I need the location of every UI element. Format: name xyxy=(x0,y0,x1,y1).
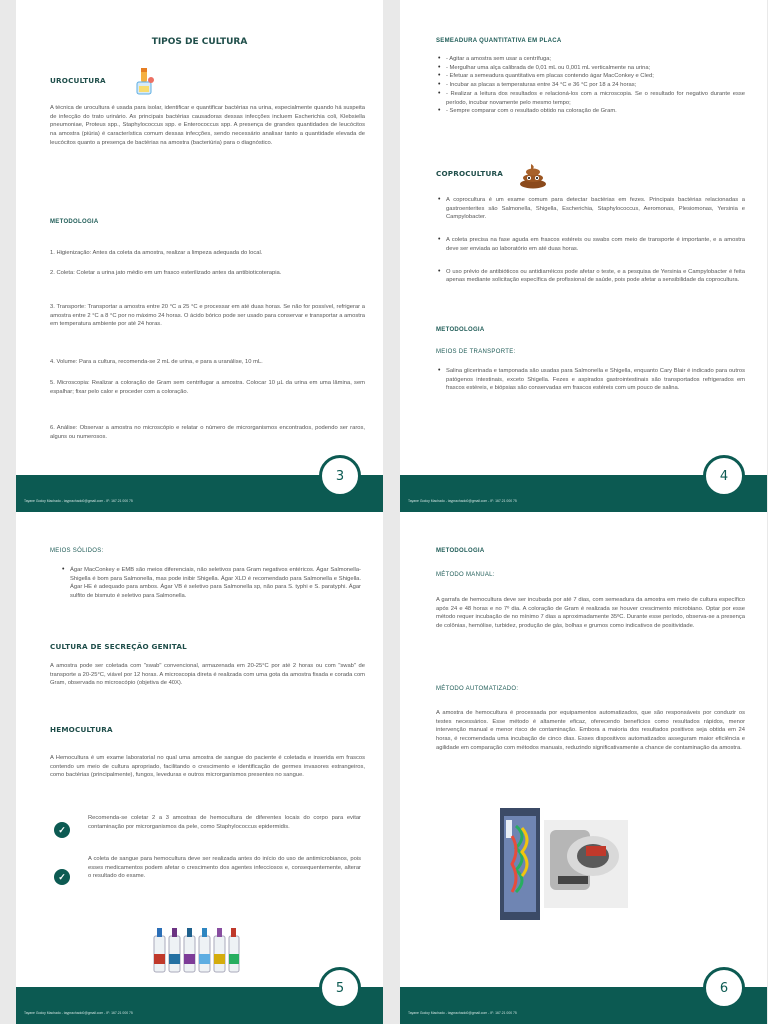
automated-analyzer xyxy=(498,806,630,922)
list-item: • - Agitar a amostra sem usar a centrífuga; xyxy=(438,55,745,64)
coprocultura-list xyxy=(438,196,745,285)
checkmark-icon: ✓ xyxy=(54,822,70,838)
list-item: • - Realizar a leitura dos resultados e relacioná-los com a microscopia. Se o resultado for negativo durante esse período, incubar novamente pelo mesmo tempo; xyxy=(438,90,745,107)
footer-text: Tayane Godoy Machado - tayprachado0@gmail.com - IF: 167.21 000 75 xyxy=(24,499,133,503)
page-4 xyxy=(400,0,767,512)
metodologia-heading: METODOLOGIA xyxy=(50,219,99,225)
blood-culture-bottles xyxy=(151,920,241,976)
genital-culture-text: A amostra pode ser coletada com "swab" convencional, armazenada em 20-25°C por até 2 horas ou com "swab" de transporte a 20-25°C, viável por 12 horas. A microscopia direta é realizada com uma gota da amostra fixada e corada com Gram, observada no microscópio (objetiva de 40X). xyxy=(50,663,365,687)
manual-method-text: A garrafa de hemocultura deve ser incubada por até 7 dias, com semeadura da amostra em meio de cultura específico após 24 e 48 horas e no 7º dia. A coloração de Gram é realizada se houver crescimento microbiano. Optar por esse método requer incubação de no mínimo 7 dias a aproximadamente 35ºC. Durante esse período, observa-se a presença de colônias, hemólise, turbidez, produção de gás, bolhas e grumos como indicativos de positividade. xyxy=(436,597,745,630)
step-1: 1. Higienização: Antes da coleta da amostra, realizar a limpeza adequada do local. xyxy=(50,250,263,256)
list-item: • Ágar MacConkey e EMB são meios diferenciais, não seletivos para Gram negativos entéricos. Ágar Salmonella-Shigella é bom para Salmonella, mas pode inibir Shigella. Ágar XLD é recomendado para Salmonella e Shigella. Ágar HE é adequado para ambos. Ágar VB é seletivo para Salmonella sp, não para S. typhi e S. paratyphi. Ágar sulfito de bismuto é seletivo para Salmonella. xyxy=(62,566,361,601)
manual-method-heading: MÉTODO MANUAL: xyxy=(436,572,495,578)
automated-method-text: A amostra de hemocultura é processada por equipamentos automatizados, que são responsáveis por conduzir os testes necessários. Esse método é altamente eficaz, oferecendo benefícios como resultados rápidos, menor intervenção manual e menor risco de contaminação. Embora a maioria dos resultados positivos seja obtida em 24 horas, é recomendada uma incubação de cinco dias. Esses dispositivos automatizados asseguram maior eficiência e agilidade em comparação com métodos manuais, reduzindo significativamente a chance de contaminação da amostra. xyxy=(436,710,745,751)
footer-text: Tayane Godoy Machado - tayprachado0@gmail.com - IF: 167.21 000 75 xyxy=(408,1011,517,1015)
footer-text: Tayane Godoy Machado - tayprachado0@gmail.com - IF: 167.21 000 75 xyxy=(24,1011,133,1015)
checkmark-icon: ✓ xyxy=(54,869,70,885)
hemocultura-intro: A Hemocultura é um exame laboratorial no qual uma amostra de sangue do paciente é coletada e inserida em frascos contendo um meio de cultura apropriado, facilitando o crescimento e identificação de germes invasores estrangeiros, como bactérias (principalmente), fungos, leveduras e outros microrganismos presentes no sangue. xyxy=(50,755,365,779)
page-6 xyxy=(400,512,767,1024)
page-number: 6 xyxy=(703,967,745,1009)
list-item: • A coleta precisa na fase aguda em frascos estéreis ou swabs com meio de transporte é importante, e a amostra deve ser enviada ao laboratório em até duas horas. xyxy=(438,236,745,253)
metodologia-heading: METODOLOGIA xyxy=(436,548,485,554)
solid-media-heading: MEIOS SÓLIDOS: xyxy=(50,548,104,554)
list-item: • - Sempre comparar com o resultado obtido na coloração de Gram. xyxy=(438,107,745,116)
footer-text: Tayane Godoy Machado - tayprachado0@gmail.com - IF: 167.21 000 75 xyxy=(408,499,517,503)
transport-list xyxy=(438,367,745,393)
list-item: • - Incubar as placas a temperaturas entre 34 °C e 36 °C por 18 a 24 horas; xyxy=(438,81,745,90)
list-item: • A coprocultura é um exame comum para detectar bactérias em fezes. Principais bactérias relacionadas a gastroenterites são Salmonella, Shigella, Escherichia, Staphylococcus, Aeromonas, Plesiomonas, Yersinia e Campylobacter. xyxy=(438,196,745,222)
check-item-2: A coleta de sangue para hemocultura deve ser realizada antes do início do uso de antimicrobianos, pois esses medicamentos podem afetar o crescimento dos agentes infecciosos e, consequentemente, alterar o resultado do exame. xyxy=(88,856,361,880)
metodologia-heading: METODOLOGIA xyxy=(436,327,485,333)
step-4: 4. Volume: Para a cultura, recomenda-se 2 mL de urina, e para a uranálise, 10 mL. xyxy=(50,359,263,365)
list-item: • - Efetuar a semeadura quantitativa em placas contendo ágar MacConkey e Cled; xyxy=(438,72,745,81)
genital-culture-title: CULTURA DE SECREÇÃO GENITAL xyxy=(50,642,187,651)
poop-icon xyxy=(518,161,548,189)
page-5 xyxy=(16,512,383,1024)
semeadura-heading: SEMEADURA QUANTITATIVA EM PLACA xyxy=(436,38,562,44)
solid-media-list xyxy=(62,566,361,601)
page-number: 5 xyxy=(319,967,361,1009)
hemocultura-title: HEMOCULTURA xyxy=(50,725,113,734)
automated-method-heading: MÉTODO AUTOMATIZADO: xyxy=(436,686,519,692)
urine-test-icon xyxy=(134,66,156,96)
step-5: 5. Microscopia: Realizar a coloração de Gram sem centrifugar a amostra. Colocar 10 µL da urina em uma lâmina, sem espalhar; fixar pelo calor e proceder com a coloração. xyxy=(50,380,365,395)
page-number: 3 xyxy=(319,455,361,497)
step-3: 3. Transporte: Transportar a amostra entre 20 °C a 25 °C e processar em até duas horas. Se não for possível, refrigerar a amostra entre 2 °C a 8 °C por no máximo 24 horas. O ácido bórico pode ser usado para conservar e transportar a amostra em temperatura ambiente por até 24 horas. xyxy=(50,304,365,328)
step-6: 6. Análise: Observar a amostra no microscópio e relatar o número de microrganismos encontrados, podendo ser raros, alguns ou numerosos. xyxy=(50,425,365,440)
urocultura-title: UROCULTURA xyxy=(50,76,106,85)
check-item-1: Recomenda-se coletar 2 a 3 amostras de hemocultura de diferentes locais do corpo para evitar contaminação por microrganismos da pele, como Staphylococcus epidermidis. xyxy=(88,815,361,830)
list-item: • O uso prévio de antibióticos ou antidiarréicos pode afetar o teste, e a pesquisa de Yersinia e Campylobacter é feita apenas mediante solicitação específica de profissional de saúde, pois pode afetar a sensibilidade da coprocultura. xyxy=(438,268,745,285)
transport-heading: MEIOS DE TRANSPORTE: xyxy=(436,349,516,355)
semeadura-list xyxy=(438,55,745,116)
urocultura-intro: A técnica de urocultura é usada para isolar, identificar e quantificar bactérias na urina, especialmente quando há suspeita de infecção do trato urinário. As principais bactérias causadoras dessas infecções incluem Escherichia coli, Klebsiella pneumoniae, Proteus spp., Staphylococcus spp. e Enterococcus spp. A presença de grandes quantidades de leucócitos na amostra (piúria) é característica comum dessas infecções, sendo necessário analisar tanto a quantidade elevada de leucócitos quanto a presença de bactérias na amostra (bacteriúria) para o diagnóstico. xyxy=(50,105,365,146)
coprocultura-title: COPROCULTURA xyxy=(436,169,504,178)
page-number: 4 xyxy=(703,455,745,497)
step-2: 2. Coleta: Coletar a urina jato médio em um frasco esterilizado antes da antibioticoterapia. xyxy=(50,270,282,276)
document-title: TIPOS DE CULTURA xyxy=(151,37,248,47)
page-3 xyxy=(16,0,383,512)
list-item: • - Mergulhar uma alça calibrada de 0,01 mL ou 0,001 mL verticalmente na urina; xyxy=(438,64,745,73)
list-item: • Salina glicerinada e tamponada são usadas para Salmonella e Shigella, enquanto Cary Blair é indicado para outros patógenos intestinais, exceto Shigella. Fezes e aspirados gastrointestinais são transportados refrigerados em frascos estéreis, e biópsias são conservadas em frascos estéreis com um pouco de salina. xyxy=(438,367,745,393)
